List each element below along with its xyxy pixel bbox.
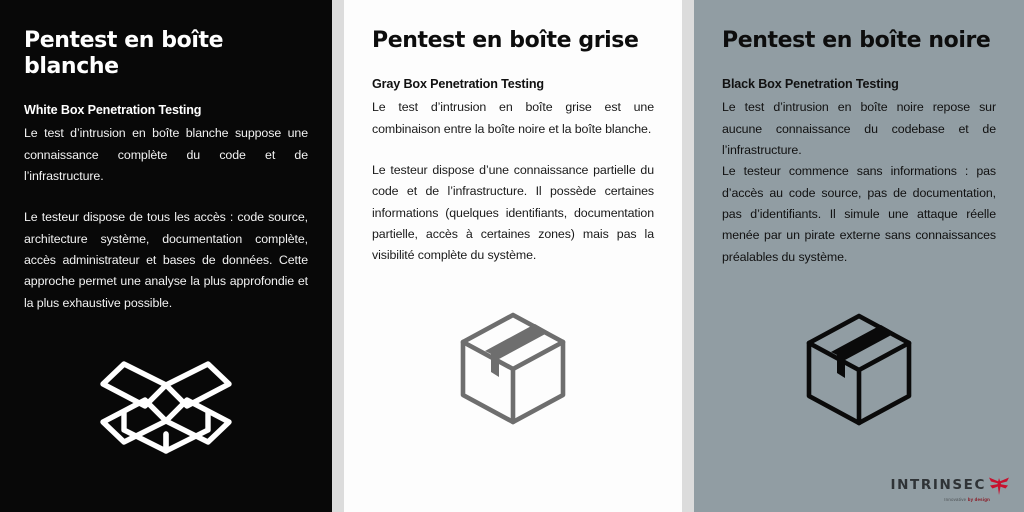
closed-box-icon: [457, 309, 569, 427]
logo-wordmark: INTRINSEC: [890, 476, 986, 493]
panel-title-black-box: Pentest en boîte noire: [722, 28, 991, 53]
panel-gray-box: [344, 0, 682, 512]
panel-divider-left: [332, 0, 344, 512]
panel-paragraph-2-black-box: Le testeur commence sans informations : pas d’accès au code source, pas de documentation, pas d’identifiants. Il simule une attaque réelle menée par un pirate externe sans connaissances préalables du système.: [722, 164, 996, 264]
panel-subtitle-white-box: White Box Penetration Testing: [24, 102, 202, 117]
logo-tagline: [944, 498, 990, 502]
icon-container-white-box: [24, 314, 308, 512]
dragonfly-icon: [988, 476, 1010, 496]
panel-paragraph-2-gray-box: Le testeur dispose d’une connaissance partielle du code et de l’infrastructure. Il possède certaines informations (quelques identifiants, documentation partielle, accès à certaines zones) mais pas la visibilité complète du système.: [372, 162, 654, 263]
panel-subtitle-black-box: Black Box Penetration Testing: [722, 76, 899, 91]
panel-black-box: [694, 0, 1024, 512]
logo-tagline-prefix: Innovative: [944, 496, 968, 502]
panel-paragraph-1-white-box: Le test d’intrusion en boîte blanche suppose une connaissance complète du code et de l’infrastructure.: [24, 126, 308, 183]
panel-paragraph-2-white-box: Le testeur dispose de tous les accès : code source, architecture système, documentation complète, accès administrateur et bases de données. Cette approche permet une analyse la plus approfondie et la plus exhaustive possible.: [24, 210, 308, 310]
closed-box-icon: [803, 310, 915, 428]
panel-white-box: [0, 0, 332, 512]
panel-paragraph-1-gray-box: Le test d’intrusion en boîte grise est une combinaison entre la boîte noire et la boîte blanche.: [372, 100, 654, 136]
panel-title-gray-box: Pentest en boîte grise: [372, 28, 639, 53]
logo-row: [891, 476, 1011, 496]
panel-title-white-box: Pentest en boîte blanche: [24, 28, 224, 79]
icon-container-gray-box: [372, 267, 654, 512]
panel-paragraph-1-black-box: Le test d’intrusion en boîte noire repose sur aucune connaissance du codebase et de l’infrastructure.: [722, 100, 996, 157]
logo-tagline-strong: by design: [967, 496, 990, 502]
panel-divider-right: [682, 0, 694, 512]
open-box-icon: [91, 329, 241, 454]
panel-subtitle-gray-box: Gray Box Penetration Testing: [372, 76, 544, 91]
intrinsec-logo: [891, 476, 1011, 502]
